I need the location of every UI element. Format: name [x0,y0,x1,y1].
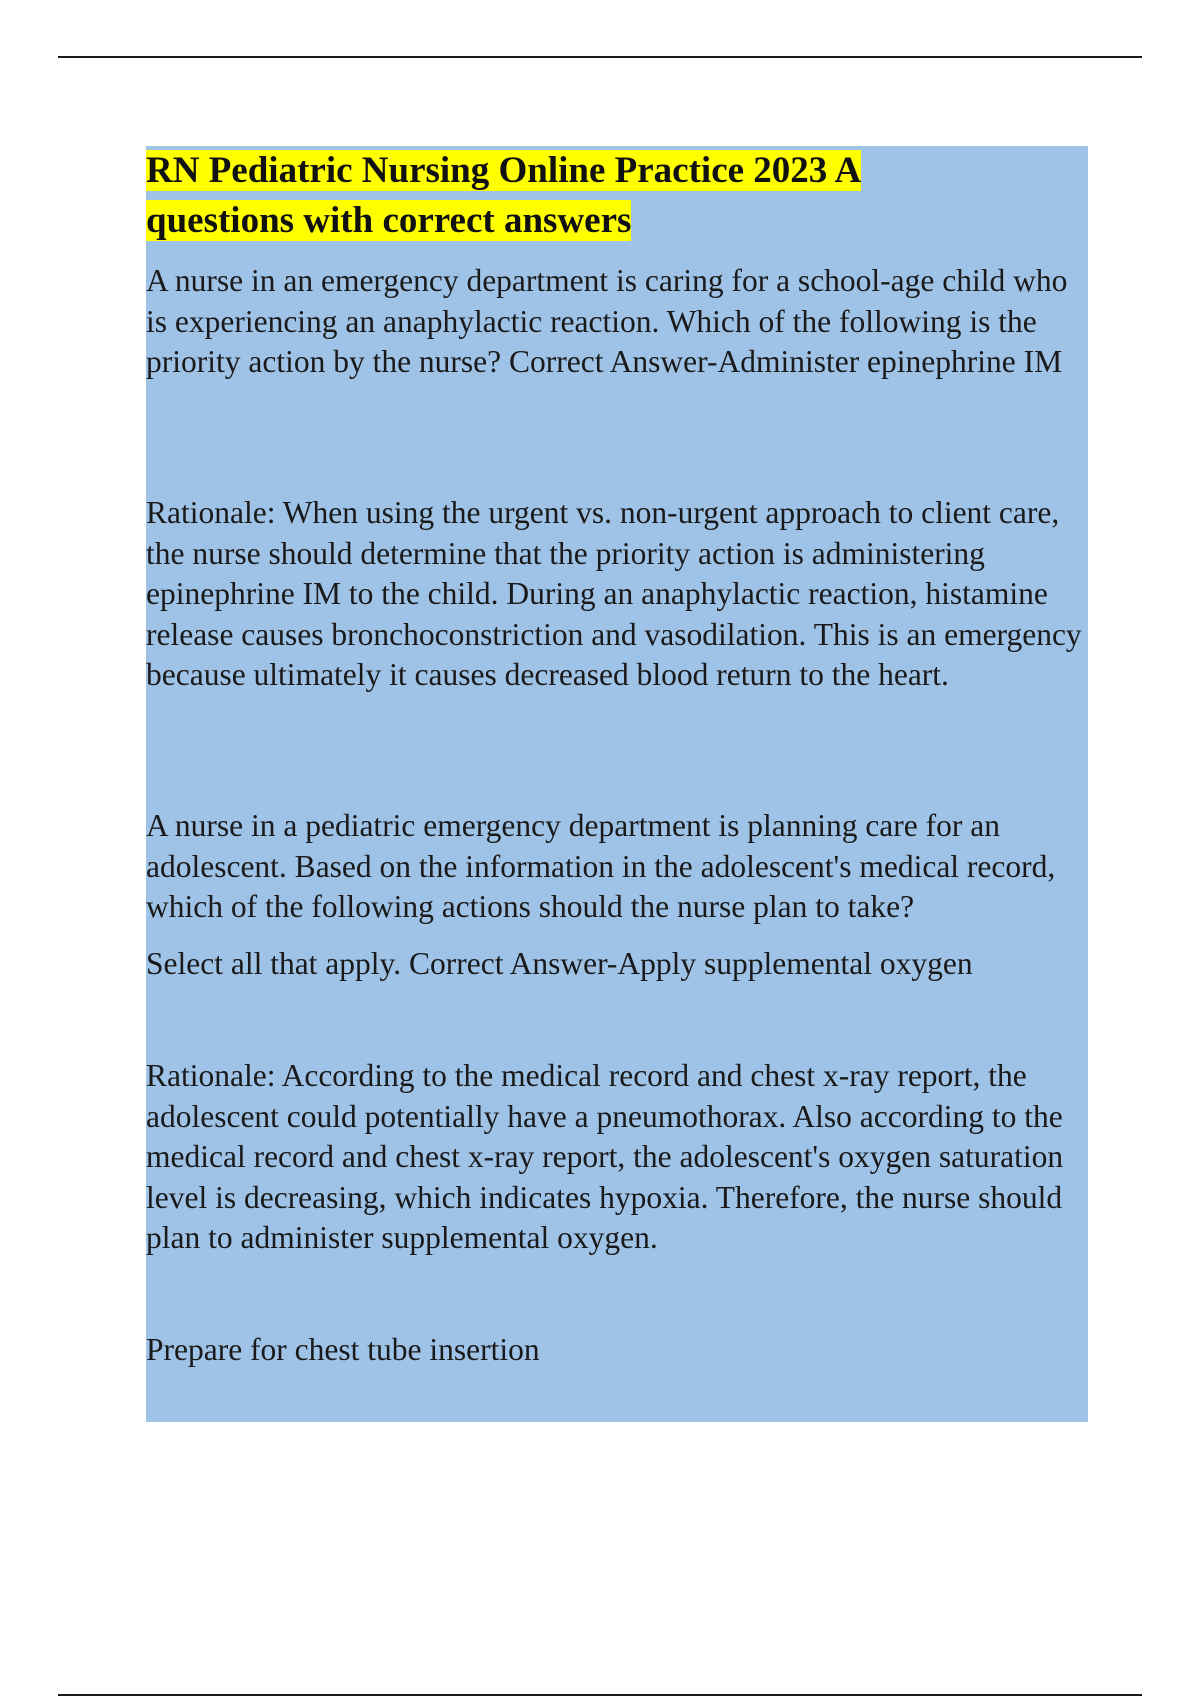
header-rule [58,56,1142,58]
title-line-1: RN Pediatric Nursing Online Practice 2023 A [146,150,862,191]
answer-2-paragraph: Select all that apply. Correct Answer-Apply supplemental oxygen [146,946,973,981]
footer-rule [58,1694,1142,1696]
question-2-paragraph: A nurse in a pediatric emergency department is planning care for an adolescent. Based on the information in the adolescent's medical record, which of the following actions should the nurse plan to take? [146,808,1056,924]
rationale-2-paragraph: Rationale: According to the medical record and chest x-ray report, the adolescent could potentially have a pneumothorax. Also according to the medical record and chest x-ray report, the adolescent's oxygen saturation level is decreasing, which indicates hypoxia. Therefore, the nurse should plan to administer supplemental oxygen. [146,1058,1064,1255]
title-line-2: questions with correct answers [146,200,632,241]
answer-2-continued-paragraph: Prepare for chest tube insertion [146,1332,540,1367]
rationale-1-paragraph: Rationale: When using the urgent vs. non-urgent approach to client care, the nurse should determine that the priority action is administering epinephrine IM to the child. During an anaphylactic reaction, histamine release causes bronchoconstriction and vasodilation. This is an emergency because ultimately it causes decreased blood return to the heart. [146,495,1082,692]
question-1-paragraph: A nurse in an emergency department is caring for a school-age child who is experiencing an anaphylactic reaction. Which of the following is the priority action by the nurse? Correct Answer-Administer epinephrine IM [146,263,1068,379]
document-title [146,146,946,246]
